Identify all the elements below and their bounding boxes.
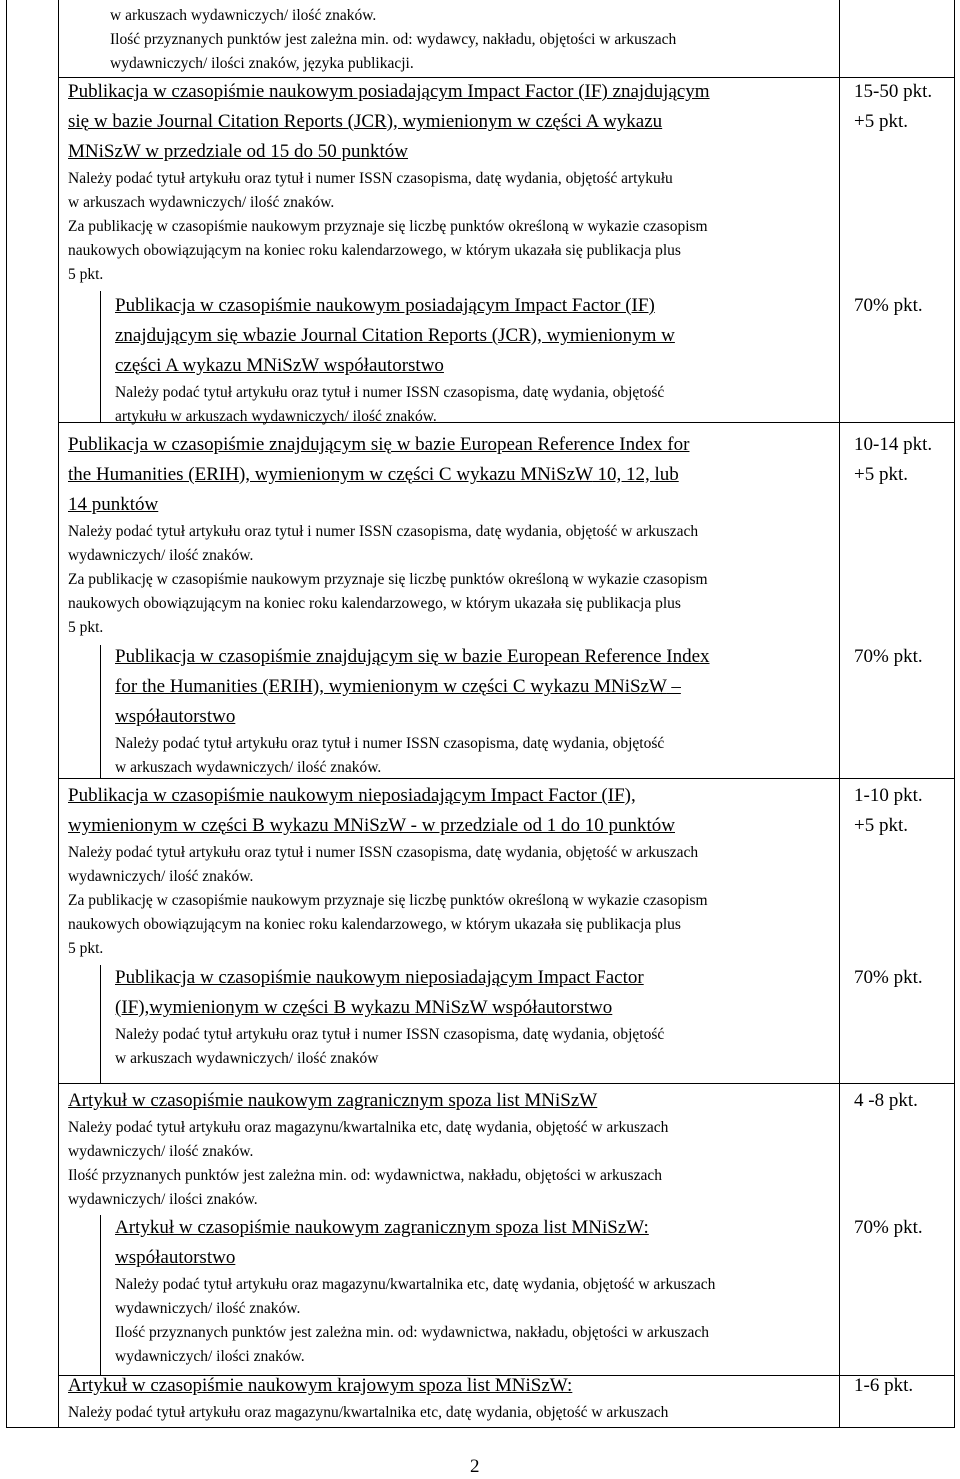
entry-title-line: Artykuł w czasopiśmie naukowym krajowym spoza list MNiSzW: [68,1375,573,1396]
intro-line: w arkuszach wydawniczych/ ilość znaków. [110,7,377,24]
entry-note: naukowych obowiązującym na koniec roku kalendarzowego, w którym ukazała się publikacja plus [68,595,681,612]
entry-note: Za publikację w czasopiśmie naukowym przyznaje się liczbę punktów określoną w wykazie czasopism [68,218,708,235]
entry-note: naukowych obowiązującym na koniec roku kalendarzowego, w którym ukazała się publikacja plus [68,916,681,933]
entry-row [68,1086,668,1212]
entry-row [115,291,675,429]
entry-title-suffix: w przedziale od 15 do 50 punktów [140,141,409,162]
entry-title-line: Publikacja w czasopiśmie naukowym nieposiadającym Impact Factor (IF), [68,785,636,806]
entry-points [854,781,923,841]
entry-points [854,1371,913,1401]
entry-points [854,430,932,490]
entry-points [854,1213,923,1243]
points-bonus: +5 pkt. [854,111,908,132]
subrow-divider [100,1215,101,1375]
points-value: 15-50 pkt. [854,81,933,102]
entry-row [68,77,710,287]
entry-points [854,963,923,993]
entry-note: artykułu w arkuszach wydawniczych/ ilość znaków. [115,408,437,425]
points-value: 4 -8 pkt. [854,1090,918,1111]
entry-note: wydawniczych/ ilości znaków. [115,1348,305,1365]
intro-line: Ilość przyznanych punktów jest zależna min. od: wydawcy, nakładu, objętości w arkuszach [110,31,677,48]
entry-row [68,430,708,640]
entry-note: Należy podać tytuł artykułu oraz tytuł i numer ISSN czasopisma, datę wydania, objętość [115,1026,665,1043]
entry-title-line: Publikacja w czasopiśmie naukowym nieposiadającym Impact Factor [115,967,644,988]
points-value: 70% pkt. [854,295,923,316]
row-separator [58,1083,955,1084]
subrow-divider [100,291,101,422]
entry-note: 5 pkt. [68,940,104,957]
entry-title-extra: współautorstwo [115,706,236,727]
entry-note: Należy podać tytuł artykułu oraz tytuł i numer ISSN czasopisma, datę wydania, objętość w arkuszach [68,844,699,861]
entry-title-line: Publikacja w czasopiśmie znajdującym się w bazie European Reference Index [115,646,710,667]
intro-block [110,4,676,76]
entry-note: Należy podać tytuł artykułu oraz magazynu/kwartalnika etc, datę wydania, objętość w arkuszach [115,1276,716,1293]
entry-title-line: MNiSzW [68,141,141,162]
entry-title-line: części A wykazu MNiSzW [115,355,319,376]
entry-title-line: znajdującym się wbazie Journal Citation Reports (JCR), wymienionym w [115,325,675,346]
entry-note: w arkuszach wydawniczych/ ilość znaków. [68,194,335,211]
points-value: 70% pkt. [854,967,923,988]
intro-line: wydawniczych/ ilości znaków, języka publikacji. [110,55,414,72]
subrow-divider [100,645,101,778]
entry-note: w arkuszach wydawniczych/ ilość znaków. [115,759,382,776]
entry-note: Należy podać tytuł artykułu oraz tytuł i numer ISSN czasopisma, datę wydania, objętość w arkuszach [68,523,699,540]
subrow-divider [100,965,101,1083]
entry-note: Należy podać tytuł artykułu oraz tytuł i numer ISSN czasopisma, datę wydania, objętość [115,384,665,401]
entry-note: wydawniczych/ ilość znaków. [115,1300,301,1317]
entry-note: Ilość przyznanych punktów jest zależna min. od: wydawnictwa, nakładu, objętości w arkuszach [115,1324,709,1341]
entry-title-extra: 14 punktów [68,494,159,515]
entry-title-line: the Humanities (ERIH), wymienionym w części C wykazu MNiSzW [68,464,593,485]
entry-note: Należy podać tytuł artykułu oraz tytuł i numer ISSN czasopisma, datę wydania, objętość [115,735,665,752]
points-value: 70% pkt. [854,1217,923,1238]
entry-note: 5 pkt. [68,266,104,283]
entry-title-extra: współautorstwo [115,1247,236,1268]
entry-title-line: się w bazie Journal Citation Reports (JCR), wymienionym w części A wykazu [68,111,663,132]
entry-points [854,77,932,137]
entry-title-line: for the Humanities (ERIH), wymienionym w części C wykazu MNiSzW [115,676,667,697]
column-divider-right [839,0,840,1428]
entry-note: wydawniczych/ ilości znaków. [68,1191,258,1208]
entry-title-line: Artykuł w czasopiśmie naukowym zagranicznym spoza list MNiSzW [68,1090,598,1111]
points-value: 10-14 pkt. [854,434,933,455]
entry-title-suffix: współautorstwo [318,355,444,376]
entry-title-suffix: – [666,676,681,697]
entry-note: w arkuszach wydawniczych/ ilość znaków [115,1050,379,1067]
entry-row [115,642,710,780]
entry-title-line: Publikacja w czasopiśmie znajdującym się w bazie European Reference Index for [68,434,690,455]
entry-title-line: Artykuł w czasopiśmie naukowym zagranicznym spoza list MNiSzW: [115,1217,649,1238]
entry-title-line: Publikacja w czasopiśmie naukowym posiadającym Impact Factor (IF) [115,295,655,316]
entry-note: Należy podać tytuł artykułu oraz tytuł i numer ISSN czasopisma, datę wydania, objętość artykułu [68,170,673,187]
points-bonus: +5 pkt. [854,815,908,836]
points-bonus: +5 pkt. [854,464,908,485]
entry-title-line: Publikacja w czasopiśmie naukowym posiadającym Impact Factor (IF) znajdującym [68,81,710,102]
entry-title-suffix: współautorstwo [487,997,613,1018]
entry-points [854,291,923,321]
entry-note: Należy podać tytuł artykułu oraz magazynu/kwartalnika etc, datę wydania, objętość w arkuszach [68,1119,669,1136]
entry-note: wydawniczych/ ilość znaków. [68,1143,254,1160]
entry-note: Za publikację w czasopiśmie naukowym przyznaje się liczbę punktów określoną w wykazie czasopism [68,892,708,909]
points-value: 1-6 pkt. [854,1375,914,1396]
entry-note: naukowych obowiązującym na koniec roku kalendarzowego, w którym ukazała się publikacja plus [68,242,681,259]
entry-title-line: wymienionym w części B wykazu MNiSzW - w przedziale od 1 do 10 punktów [68,815,675,836]
entry-note: 5 pkt. [68,619,104,636]
entry-note: wydawniczych/ ilość znaków. [68,547,254,564]
entry-row [115,1213,715,1369]
entry-note: Ilość przyznanych punktów jest zależna min. od: wydawnictwa, nakładu, objętości w arkuszach [68,1167,662,1184]
entry-points [854,642,923,672]
entry-row [115,963,664,1071]
entry-note: wydawniczych/ ilość znaków. [68,868,254,885]
page-number: 2 [470,1456,480,1477]
entry-title-suffix: 10, 12, lub [592,464,679,485]
points-value: 70% pkt. [854,646,923,667]
entry-title-line: (IF),wymienionym w części B wykazu MNiSzW [115,997,488,1018]
entry-note: Za publikację w czasopiśmie naukowym przyznaje się liczbę punktów określoną w wykazie czasopism [68,571,708,588]
entry-points [854,1086,918,1116]
points-value: 1-10 pkt. [854,785,923,806]
entry-row [68,781,708,961]
column-divider-left [58,0,59,1428]
entry-row [68,1371,668,1425]
entry-note: Należy podać tytuł artykułu oraz magazynu/kwartalnika etc, datę wydania, objętość w arkuszach [68,1404,669,1421]
